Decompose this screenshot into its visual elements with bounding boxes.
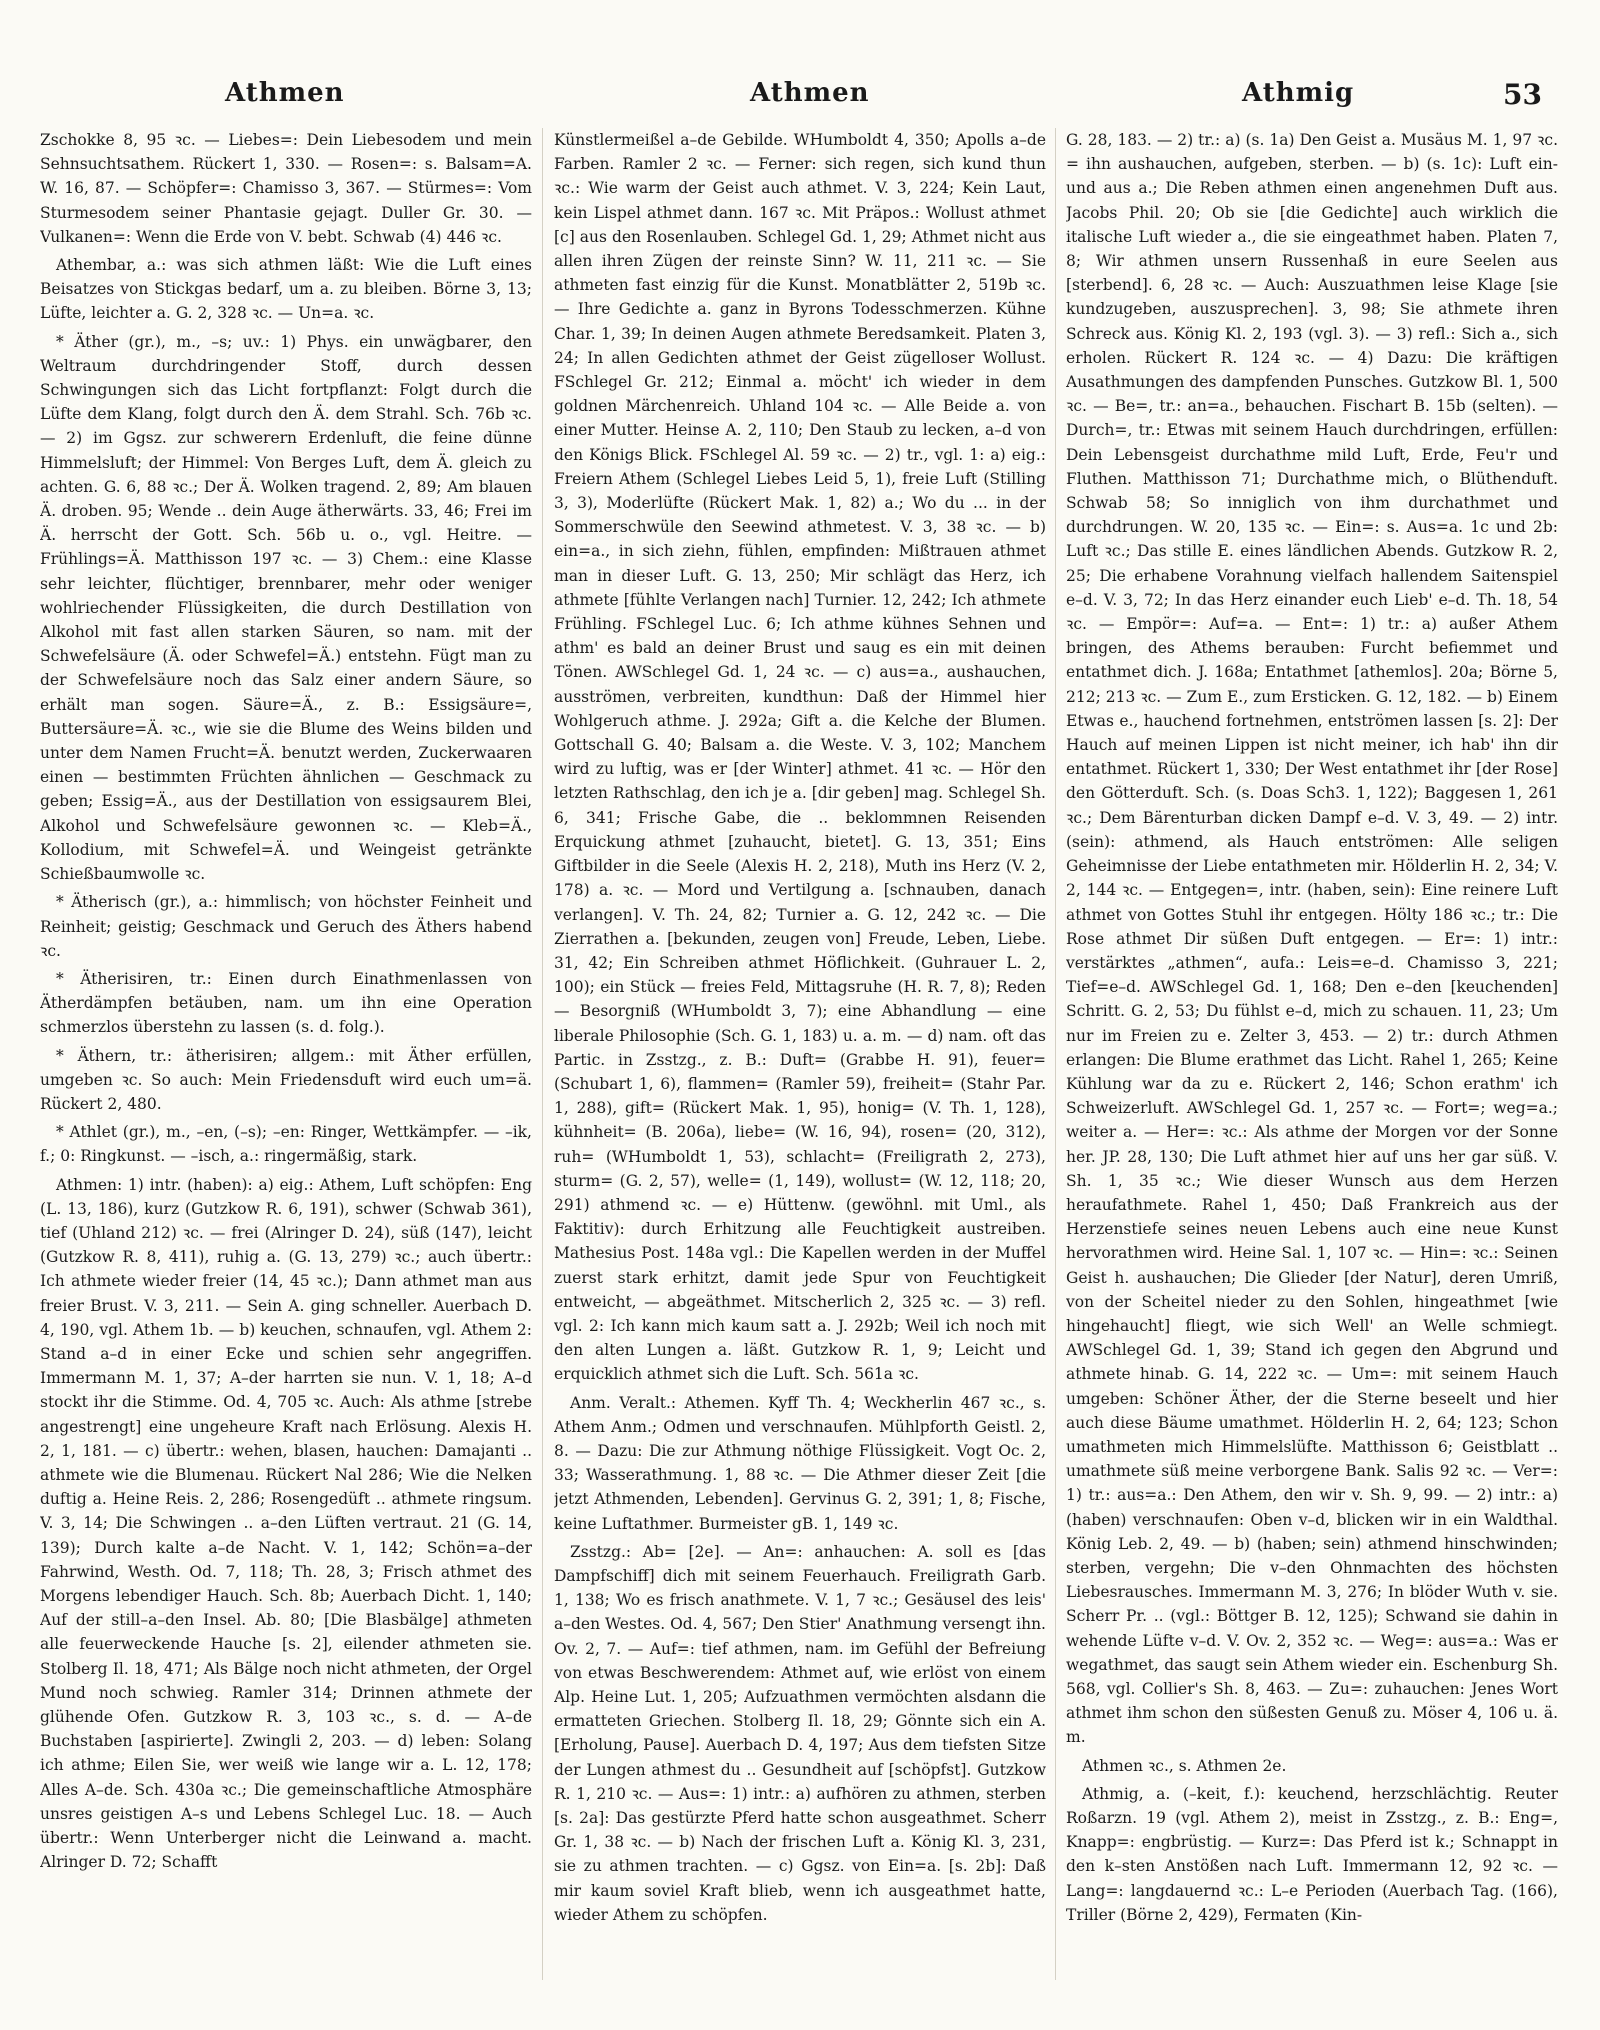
entry-aether: * Äther (gr.), m., –s; uv.: 1) Phys. ein unwägbarer, den Weltraum durchdringender Stoff, durch dessen Schwingungen sich das Licht fortpflanzt: Folgt durch die Lüfte dem Klang, folgt durch den Ä. dem Strahl. Sch. 76b ꝛc. — 2) im Ggsz. zur schwerern Erdenluft, die feine dünne Himmelsluft; der Himmel: Von Berges Luft, dem Ä. gleich zu achten. G. 6, 88 ꝛc.; Der Ä. Wolken tragend. 2, 89; Am blauen Ä. droben. 95; Wende .. dein Auge ätherwärts. 33, 46; Frei im Ä. herrscht der Gott. Sch. 56b u. o., vgl. Heitre. — Frühlings=Ä. Matthisson 197 ꝛc. — 3) Chem.: eine Klasse sehr leichter, flüchtiger, brennbarer, mehr oder weniger wohlriechender Flüssigkeiten, die durch Destillation von Alkohol mit fast allen starken Säuren, so nam. mit der Schwefelsäure (Ä. oder Schwefel=Ä.) entstehn. Fügt man zu der Schwefelsäure noch das Salz einer andern Säure, so erhält man sogen. Säure=Ä., z. B.: Essigsäure=, Buttersäure=Ä. ꝛc., wie sie die Blume des Weins bilden und unter dem Namen Frucht=Ä. benutzt werden, Zuckerwaaren einen — bestimmten Früchten ähnlichen — Geschmack zu geben; Essig=Ä., aus der Destillation von essigsaurem Blei, Alkohol und Schwefelsäure gewonnen ꝛc. — Kleb=Ä., Kollodium, mit Schwefel=Ä. und Weingeist getränkte Schießbaumwolle ꝛc.: [40, 332, 532, 884]
text-column-3: [1066, 128, 1558, 1980]
entry-athmen-ref: Athmen ꝛc., s. Athmen 2e.: [1082, 1756, 1287, 1775]
entry-athlet: * Athlet (gr.), m., –en, (–s); –en: Ringer, Wettkämpfer. — –ik, f.; 0: Ringkunst. — –isch, a.: ringermäßig, stark.: [40, 1123, 532, 1166]
paragraph-zsstzg: Zsstzg.: Ab= [2e]. — An=: anhauchen: A. soll es [das Dampfschiff] dich mit seinem Feuerhauch. Freiligrath Garb. 1, 138; Wo es frisch anathmete. V. 1, 7 ꝛc.; Gesäusel des leis' a–den Westes. Od. 4, 567; Den Stier' Anathmung versengt ihn. Ov. 2, 7. — Auf=: tief athmen, nam. im Gefühl der Befreiung von etwas Beschwerendem: Athmet auf, wie erlöst von einem Alp. Heine Lut. 1, 205; Aufzuathmen vermöchten alsdann die ermatteten Griechen. Stolberg Il. 18, 29; Gönnte sich ein A. [Erholung, Pause]. Auerbach D. 4, 197; Aus dem tiefsten Sitze der Lungen athmest du .. Gesundheit auf [schöpfst]. Gutzkow R. 1, 210 ꝛc. — Aus=: 1) intr.: a) aufhören zu athmen, sterben [s. 2a]: Das gestürzte Pferd hatte schon ausgeathmet. Scherr Gr. 1, 38 ꝛc. — b) Nach der frischen Luft a. König Kl. 3, 231, sie zu athmen trachten. — c) Ggsz. von Ein=a. [s. 2b]: Daß mir kaum soviel Kraft blieb, wenn ich ausgeathmet hatte, wieder Athem zu schöpfen.: [554, 1542, 1046, 1924]
entry-aethern: * Äthern, tr.: ätherisiren; allgem.: mit Äther erfüllen, umgeben ꝛc. So auch: Mein Friedensduft wird euch um=ä. Rückert 2, 480.: [40, 1046, 532, 1113]
column-divider: [1055, 128, 1056, 1980]
paragraph: Künstlermeißel a–de Gebilde. WHumboldt 4, 350; Apolls a–de Farben. Ramler 2 ꝛc. — Ferner: sich regen, sich kund thun ꝛc.: Wie warm der Geist auch athmet. V. 3, 224; Kein Laut, kein Lispel athmet dann. 167 ꝛc. Mit Präpos.: Wollust athmet [c] aus den Rosenlauben. Schlegel Gd. 1, 29; Athmet nicht aus allen ihren Zügen der reinste Sinn? W. 11, 211 ꝛc. — Sie athmeten fast einzig für die Kunst. Monatblätter 2, 519b ꝛc. — Ihre Gedichte a. ganz in Byrons Todesschmerzen. Kühne Char. 1, 39; In deinen Augen athmete Beredsamkeit. Platen 3, 24; In allen Gedichten athmet der Geist zügelloser Wollust. FSchlegel Gr. 212; Einmal a. möcht' ich wieder in dem goldnen Märchenreich. Uhland 104 ꝛc. — Alle Beide a. von einer Mutter. Heinse A. 2, 110; Den Staub zu lecken, a–d von den Königs Blick. FSchlegel Al. 59 ꝛc. — 2) tr., vgl. 1: a) eig.: Freiern Athem (Schlegel Liebes Leid 5, 1), freie Luft (Stilling 3, 3), Moderlüfte (Rückert Mak. 1, 82) a.; Wo du ... in der Sommerschwüle den Seewind athmetest. V. 3, 38 ꝛc. — b) ein=a., in sich ziehn, fühlen, empfinden: Mißtrauen athmet man in dieser Luft. G. 13, 250; Mir schlägt das Herz, ich athmete [fühlte Verlangen nach] Turnier. 12, 242; Ich athmete Frühling. FSchlegel Luc. 6; Ich athme kühnes Sehnen und athm' es bald an deiner Brust und saug es ein mit deinen Tönen. AWSchlegel Gd. 1, 24 ꝛc. — c) aus=a., aushauchen, ausströmen, verbreiten, kundthun: Daß der Himmel hier Wohlgeruch athme. J. 292a; Gift a. die Kelche der Blumen. Gottschall G. 40; Balsam a. die Weste. V. 3, 102; Manchem wird zu luftig, was er [der Winter] athmet. 41 ꝛc. — Hör den letzten Rathschlag, den ich je a. [dir geben] mag. Schlegel Sh. 6, 341; Frische Gabe, die .. beklommnen Reisenden Erquickung athmet [zuhaucht, bietet]. G. 13, 351; Eins Giftbilder in die Seele (Alexis H. 2, 218), Muth ins Herz (V. 2, 178) a. ꝛc. — Mord und Vertilgung a. [schnauben, danach verlangen]. V. Th. 24, 82; Turnier a. G. 12, 242 ꝛc. — Die Zierrathen a. [bekunden, zeugen von] Freude, Leben, Liebe. 31, 42; Ein Schreiben athmet Höflichkeit. (Guhrauer L. 2, 100); ein Stück — freies Feld, Mittagsruhe (H. R. 7, 8); Reden — Besorgniß (WHumboldt 3, 7); eine Abhandlung — eine liberale Philosophie (Sch. G. 1, 183) u. a. m. — d) nam. oft das Partic. in Zsstzg., z. B.: Duft= (Grabbe H. 91), feuer= (Schubart 1, 6), flammen= (Ramler 59), freiheit= (Stahr Par. 1, 288), gift= (Rückert Mak. 1, 95), honig= (V. Th. 1, 128), kühnheit= (B. 206a), liebe= (W. 16, 94), rosen= (20, 312), ruh= (WHumboldt 1, 53), schlacht= (Freiligrath 2, 273), sturm= (G. 2, 57), welle= (1, 149), wollust= (W. 12, 118; 20, 291) athmend ꝛc. — e) Hüttenw. (gewöhnl. mit Uml., als Faktitiv): durch Erhitzung alle Feuchtigkeit austreiben. Mathesius Post. 148a vgl.: Die Kapellen werden in der Muffel zuerst stark erhitzt, damit jede Spur von Feuchtigkeit entweicht, — abgeäthmet. Mitscherlich 2, 325 ꝛc. — 3) refl. vgl. 2: Ich kann mich kaum satt a. J. 292b; Weil ich noch mit den alten Lungen a. läßt. Gutzkow R. 1, 9; Leicht und erquicklich athmet sich die Luft. Sch. 561a ꝛc.: [554, 131, 1046, 1384]
text-column-2: [554, 128, 1046, 1980]
column-divider: [542, 128, 543, 1980]
entry-athembar: Athembar, a.: was sich athmen läßt: Wie die Luft eines Beisatzes von Stickgas bedarf, um a. zu bleiben. Börne 3, 13; Lüfte, leichter a. G. 2, 328 ꝛc. — Un=a. ꝛc.: [40, 256, 532, 323]
page-number: 53: [1503, 78, 1542, 111]
entry-aetherisiren: * Ätherisiren, tr.: Einen durch Einathmenlassen von Ätherdämpfen betäuben, nam. um ihn eine Operation schmerzlos überstehn zu lassen (s. d. folg.).: [40, 969, 532, 1037]
paragraph-anm: Anm. Veralt.: Athemen. Kyff Th. 4; Weckherlin 467 ꝛc., s. Athem Anm.; Odmen und verschnaufen. Mühlpforth Geistl. 2, 8. — Dazu: Die zur Athmung nöthige Flüssigkeit. Vogt Oc. 2, 33; Wasserathmung. 1, 88 ꝛc. — Die Athmer dieser Zeit [die jetzt Athmenden, Lebenden]. Gervinus G. 2, 391; 1, 8; Fische, keine Luftathmer. Burmeister gB. 1, 149 ꝛc.: [554, 1393, 1046, 1533]
header-right-word: Athmig: [1242, 78, 1355, 108]
header-center-word: Athmen: [750, 78, 870, 108]
entry-athmen: Athmen: 1) intr. (haben): a) eig.: Athem, Luft schöpfen: Eng (L. 13, 186), kurz (Gutzkow R. 6, 191), schwer (Schwab 361), tief (Uhland 212) ꝛc. — frei (Alringer D. 24), süß (147), leicht (Gutzkow R. 8, 411), ruhig a. (G. 13, 279) ꝛc.; auch übertr.: Ich athmete wieder freier (14, 45 ꝛc.); Dann athmet man aus freier Brust. V. 3, 211. — Sein A. ging schneller. Auerbach D. 4, 190, vgl. Athem 1b. — b) keuchen, schnaufen, vgl. Athem 2: Stand a–d in einer Ecke und schien sehr angegriffen. Immermann M. 1, 37; A–der harrten sie nun. V. 1, 18; A–d stockt ihr die Stimme. Od. 4, 705 ꝛc. Auch: Als athme [strebe angestrengt] eine ungeheure Kraft nach Erlösung. Alexis H. 2, 1, 181. — c) übertr.: wehen, blasen, hauchen: Damajanti .. athmete wie die Blumenau. Rückert Nal 286; Wie die Nelken duftig a. Heine Reis. 2, 286; Rosengedüft .. athmete ringsum. V. 3, 14; Die Schwingen .. a–den Lüften vertraut. 21 (G. 14, 139); Durch kalte a–de Nacht. V. 1, 142; Schön=a–der Fahrwind, Westh. Od. 7, 118; Th. 28, 3; Frisch athmet des Morgens lebendiger Hauch. Sch. 8b; Auerbach Dicht. 1, 140; Auf der still–a–den Insel. Ab. 80; [Die Blasbälge] athmeten alle feuerweckende Hauche [s. 2], eilender athmeten sie. Stolberg Il. 18, 471; Als Bälge noch nicht athmeten, der Orgel Mund noch schwieg. Ramler 314; Drinnen athmete der glühende Ofen. Gutzkow R. 3, 103 ꝛc., s. d. — A–de Buchstaben [aspirierte]. Zwingli 2, 203. — d) leben: Solang ich athme; Eilen Sie, wer weiß wie lange wir a. L. 12, 178; Alles A–de. Sch. 430a ꝛc.; Die gemeinschaftliche Atmosphäre unsres geistigen A–s und Lebens Schlegel Luc. 18. — Auch übertr.: Wenn Unterberger nicht die Leinwand a. macht. Alringer D. 72; Schafft: [40, 1175, 532, 1872]
entry-aetherisch: * Ätherisch (gr.), a.: himmlisch; von höchster Feinheit und Reinheit; geistig; Geschmack und Geruch des Äthers habend ꝛc.: [40, 893, 532, 960]
entry-athmig: Athmig, a. (–keit, f.): keuchend, herzschlächtig. Reuter Roßarzn. 19 (vgl. Athem 2), meist in Zsstzg., z. B.: Eng=, Knapp=: engbrüstig. — Kurz=: Das Pferd ist k.; Schnappt in den k–sten Anstößen nach Luft. Immermann 12, 92 ꝛc. — Lang=: langdauernd ꝛc.: L–e Perioden (Auerbach Tag. (166), Triller (Börne 2, 429), Fermaten (Kin-: [1066, 1784, 1558, 1924]
paragraph: G. 28, 183. — 2) tr.: a) (s. 1a) Den Geist a. Musäus M. 1, 97 ꝛc. = ihn aushauchen, aufgeben, sterben. — b) (s. 1c): Luft ein- und aus a.; Die Reben athmen einen angenehmen Duft aus. Jacobs Phil. 20; Ob sie [die Gedichte] auch wirklich die italische Luft wieder a., die sie eingeathmet haben. Platen 7, 8; Wir athmen unsern Russenhaß in eure Seelen aus [sterbend]. 6, 28 ꝛc. — Auch: Auszuathmen leise Klage [sie kundzugeben, auszusprechen]. 3, 98; Sie athmete ihren Schreck aus. König Kl. 2, 193 (vgl. 3). — 3) refl.: Sich a., sich erholen. Rückert R. 124 ꝛc. — 4) Dazu: Die kräftigen Ausathmungen des dampfenden Punsches. Gutzkow Bl. 1, 500 ꝛc. — Be=, tr.: an=a., behauchen. Fischart B. 15b (selten). — Durch=, tr.: Etwas mit seinem Hauch durchdringen, erfüllen: Dein Lebensgeist durchathme mild Luft, Erde, Feu'r und Fluthen. Matthisson 71; Durchathme mich, o Blüthenduft. Schwab 58; So inniglich von ihm durchathmet und durchdrungen. W. 20, 135 ꝛc. — Ein=: s. Aus=a. 1c und 2b: Luft ꝛc.; Das stille E. eines ländlichen Abends. Gutzkow R. 2, 25; Die erhabene Vorahnung vielfach hallendem Saitenspiel e–d. V. 3, 72; In das Herz einander euch Lieb' e–d. Th. 18, 54 ꝛc. — Empör=: Auf=a. — Ent=: 1) tr.: a) außer Athem bringen, des Athems berauben: Furcht befiemmet und entathmet dich. J. 168a; Entathmet [athemlos]. 20a; Börne 5, 212; 213 ꝛc. — Zum E., zum Ersticken. G. 12, 182. — b) Einem Etwas e., hauchend fortnehmen, entströmen lassen [s. 2]: Der Hauch auf meinen Lippen ist nicht meiner, ich hab' ihn dir entathmet. Rückert 1, 330; Der West entathmet ihr [der Rose] den Götterduft. Sch. (s. Doas Sch3. 1, 122); Baggesen 1, 261 ꝛc.; Dem Bärenturban dicken Dampf e–d. V. 3, 49. — 2) intr. (sein): athmend, als Hauch entströmen: Alle seligen Geheimnisse der Liebe entathmeten mir. Hölderlin H. 2, 34; V. 2, 144 ꝛc. — Entgegen=, intr. (haben, sein): Eine reinere Luft athmet von Gottes Stuhl ihr entgegen. Hölty 186 ꝛc.; tr.: Die Rose athmet Dir süßen Duft entgegen. — Er=: 1) intr.: verstärktes „athmen“, aufa.: Leis=e–d. Chamisso 3, 221; Tief=e–d. AWSchlegel Gd. 1, 168; Den e–den [keuchenden] Schritt. G. 2, 53; Du fühlst e–d, mich zu schauen. 11, 23; Um nur im Freien zu e. Zelter 3, 453. — 2) tr.: durch Athmen erlangen: Die Blume erathmet das Licht. Rahel 1, 265; Keine Kühlung war da zu e. Rückert 2, 146; Schon erathm' ich Schweizerluft. AWSchlegel Gd. 1, 257 ꝛc. — Fort=; weg=a.; weiter a. — Her=: ꝛc.: Als athme der Morgen vor der Sonne her. JP. 28, 130; Die Luft athmet hier auf uns her gar süß. V. Sh. 1, 35 ꝛc.; Wie dieser Wunsch aus dem Herzen heraufathmete. Rahel 1, 450; Daß Frankreich aus der Herzenstiefe seines neuen Lebens auch eine neue Kunst hervorathmen wird. Heine Sal. 1, 107 ꝛc. — Hin=: ꝛc.: Seinen Geist h. aushauchen; Die Glieder [der Natur], deren Umriß, von der Scheitel nieder zu den Sohlen, hingeathmet [wie hingehaucht] fliegt, wie sich Well' an Welle schmiegt. AWSchlegel Gd. 1, 39; Stand ich gegen den Abgrund und athmete hinab. G. 14, 222 ꝛc. — Um=: mit seinem Hauch umgeben: Schöner Äther, der die Sterne beseelt und hier auch diese Bäume umathmet. Hölderlin H. 2, 64; 123; Schon umathmeten mich Himmelslüfte. Matthisson 6; Geistblatt .. umathmete süß meine verborgene Bank. Salis 92 ꝛc. — Ver=: 1) tr.: aus=a.: Den Athem, den wir v. Sh. 9, 99. — 2) intr.: a) (haben) verschnaufen: Oben v–d, blicken wir in ein Waldthal. König Leb. 2, 49. — b) (haben; sein) athmend hinschwinden; sterben, vergehn; Die v–den Ohnmachten des höchsten Liebesrausches. Immermann M. 3, 276; In blöder Wuth v. sie. Scherr Pr. .. (vgl.: Böttger B. 12, 125); Schwand sie dahin in wehende Lüfte v–d. V. Ov. 2, 352 ꝛc. — Weg=: aus=a.: Was er wegathmet, das saugt sein Athem wieder ein. Eschenburg Sh. 568, vgl. Collier's Sh. 8, 463. — Zu=: zuhauchen: Jenes Wort athmet ihm schon den süßesten Genuß zu. Möser 4, 106 u. ä. m.: [1066, 131, 1558, 1747]
text-column-1: [40, 128, 532, 1980]
header-left-word: Athmen: [225, 78, 345, 108]
running-header: [40, 78, 1560, 118]
paragraph: Zschokke 8, 95 ꝛc. — Liebes=: Dein Liebesodem und mein Sehnsuchtsathem. Rückert 1, 330. — Rosen=: s. Balsam=A. W. 16, 87. — Schöpfer=: Chamisso 3, 367. — Stürmes=: Vom Sturmesodem seiner Phantasie gejagt. Duller Gr. 30. — Vulkanen=: Wenn die Erde von V. bebt. Schwab (4) 446 ꝛc.: [40, 131, 532, 246]
